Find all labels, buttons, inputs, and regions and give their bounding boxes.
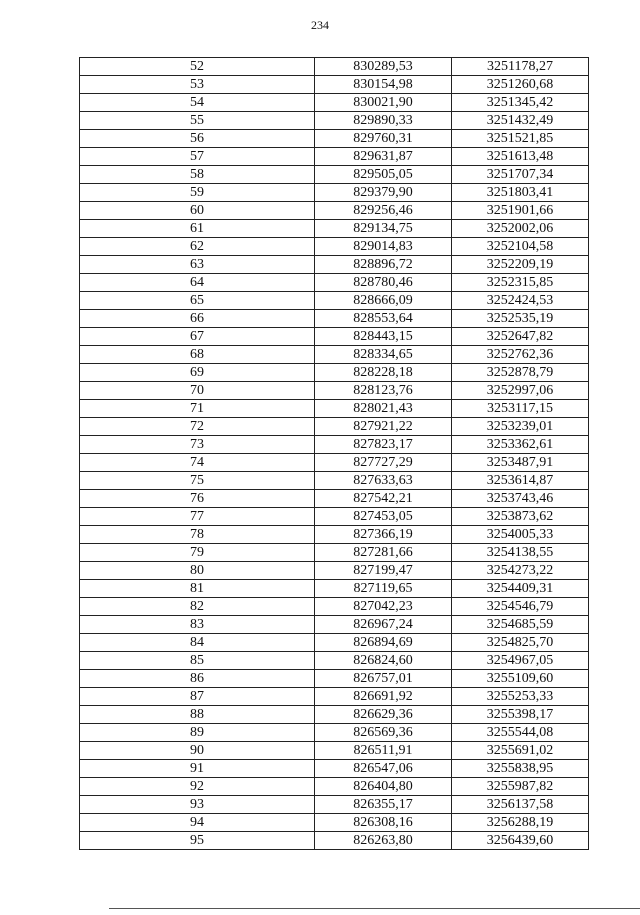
point-number-cell: 70 (80, 382, 315, 400)
point-number-cell: 94 (80, 814, 315, 832)
point-number-cell: 79 (80, 544, 315, 562)
table-row (80, 508, 589, 526)
x-coordinate-cell: 829890,33 (315, 112, 452, 130)
point-number-cell: 66 (80, 310, 315, 328)
x-coordinate-cell: 828896,72 (315, 256, 452, 274)
point-number-cell: 61 (80, 220, 315, 238)
x-coordinate-cell: 829760,31 (315, 130, 452, 148)
table-row (80, 616, 589, 634)
x-coordinate-cell: 826547,06 (315, 760, 452, 778)
table-row (80, 310, 589, 328)
x-coordinate-cell: 827727,29 (315, 454, 452, 472)
point-number-cell: 93 (80, 796, 315, 814)
table-row (80, 202, 589, 220)
point-number-cell: 78 (80, 526, 315, 544)
y-coordinate-cell: 3254825,70 (452, 634, 589, 652)
y-coordinate-cell: 3252315,85 (452, 274, 589, 292)
point-number-cell: 82 (80, 598, 315, 616)
y-coordinate-cell: 3252209,19 (452, 256, 589, 274)
y-coordinate-cell: 3254138,55 (452, 544, 589, 562)
table-row (80, 472, 589, 490)
y-coordinate-cell: 3251901,66 (452, 202, 589, 220)
table-row (80, 742, 589, 760)
table-row (80, 130, 589, 148)
x-coordinate-cell: 830021,90 (315, 94, 452, 112)
point-number-cell: 95 (80, 832, 315, 850)
scan-edge-line (109, 908, 640, 909)
point-number-cell: 80 (80, 562, 315, 580)
x-coordinate-cell: 829505,05 (315, 166, 452, 184)
y-coordinate-cell: 3253614,87 (452, 472, 589, 490)
point-number-cell: 77 (80, 508, 315, 526)
x-coordinate-cell: 826894,69 (315, 634, 452, 652)
x-coordinate-cell: 826757,01 (315, 670, 452, 688)
table-row (80, 634, 589, 652)
y-coordinate-cell: 3254409,31 (452, 580, 589, 598)
x-coordinate-cell: 827366,19 (315, 526, 452, 544)
y-coordinate-cell: 3252104,58 (452, 238, 589, 256)
y-coordinate-cell: 3254685,59 (452, 616, 589, 634)
x-coordinate-cell: 826629,36 (315, 706, 452, 724)
y-coordinate-cell: 3251345,42 (452, 94, 589, 112)
table-row (80, 832, 589, 850)
point-number-cell: 92 (80, 778, 315, 796)
y-coordinate-cell: 3252762,36 (452, 346, 589, 364)
point-number-cell: 81 (80, 580, 315, 598)
point-number-cell: 52 (80, 58, 315, 76)
point-number-cell: 64 (80, 274, 315, 292)
x-coordinate-cell: 827921,22 (315, 418, 452, 436)
point-number-cell: 53 (80, 76, 315, 94)
x-coordinate-cell: 827042,23 (315, 598, 452, 616)
coordinates-table-body (80, 58, 589, 850)
y-coordinate-cell: 3255253,33 (452, 688, 589, 706)
point-number-cell: 74 (80, 454, 315, 472)
x-coordinate-cell: 828123,76 (315, 382, 452, 400)
x-coordinate-cell: 827119,65 (315, 580, 452, 598)
table-row (80, 112, 589, 130)
x-coordinate-cell: 828666,09 (315, 292, 452, 310)
x-coordinate-cell: 828021,43 (315, 400, 452, 418)
x-coordinate-cell: 828334,65 (315, 346, 452, 364)
point-number-cell: 67 (80, 328, 315, 346)
table-row (80, 76, 589, 94)
table-row (80, 760, 589, 778)
x-coordinate-cell: 827823,17 (315, 436, 452, 454)
page-number: 234 (311, 18, 329, 32)
table-row (80, 58, 589, 76)
table-row (80, 328, 589, 346)
point-number-cell: 86 (80, 670, 315, 688)
y-coordinate-cell: 3254546,79 (452, 598, 589, 616)
x-coordinate-cell: 827199,47 (315, 562, 452, 580)
point-number-cell: 85 (80, 652, 315, 670)
x-coordinate-cell: 826511,91 (315, 742, 452, 760)
y-coordinate-cell: 3255691,02 (452, 742, 589, 760)
point-number-cell: 57 (80, 148, 315, 166)
x-coordinate-cell: 826308,16 (315, 814, 452, 832)
x-coordinate-cell: 826355,17 (315, 796, 452, 814)
point-number-cell: 87 (80, 688, 315, 706)
table-row (80, 94, 589, 112)
point-number-cell: 58 (80, 166, 315, 184)
table-row (80, 598, 589, 616)
x-coordinate-cell: 826263,80 (315, 832, 452, 850)
y-coordinate-cell: 3253743,46 (452, 490, 589, 508)
table-row (80, 148, 589, 166)
table-row (80, 490, 589, 508)
y-coordinate-cell: 3253117,15 (452, 400, 589, 418)
x-coordinate-cell: 828443,15 (315, 328, 452, 346)
table-row (80, 526, 589, 544)
table-row (80, 796, 589, 814)
x-coordinate-cell: 826404,80 (315, 778, 452, 796)
x-coordinate-cell: 826691,92 (315, 688, 452, 706)
y-coordinate-cell: 3253362,61 (452, 436, 589, 454)
y-coordinate-cell: 3252878,79 (452, 364, 589, 382)
y-coordinate-cell: 3253487,91 (452, 454, 589, 472)
point-number-cell: 60 (80, 202, 315, 220)
table-row (80, 364, 589, 382)
x-coordinate-cell: 829379,90 (315, 184, 452, 202)
point-number-cell: 73 (80, 436, 315, 454)
table-row (80, 400, 589, 418)
point-number-cell: 84 (80, 634, 315, 652)
point-number-cell: 71 (80, 400, 315, 418)
table-row (80, 166, 589, 184)
y-coordinate-cell: 3253239,01 (452, 418, 589, 436)
point-number-cell: 89 (80, 724, 315, 742)
table-row (80, 220, 589, 238)
y-coordinate-cell: 3255398,17 (452, 706, 589, 724)
table-row (80, 688, 589, 706)
x-coordinate-cell: 826824,60 (315, 652, 452, 670)
coordinates-table (79, 57, 589, 850)
table-row (80, 346, 589, 364)
y-coordinate-cell: 3252535,19 (452, 310, 589, 328)
y-coordinate-cell: 3252002,06 (452, 220, 589, 238)
table-row (80, 670, 589, 688)
x-coordinate-cell: 828553,64 (315, 310, 452, 328)
y-coordinate-cell: 3254967,05 (452, 652, 589, 670)
point-number-cell: 88 (80, 706, 315, 724)
x-coordinate-cell: 829014,83 (315, 238, 452, 256)
table-row (80, 580, 589, 598)
x-coordinate-cell: 828228,18 (315, 364, 452, 382)
y-coordinate-cell: 3252424,53 (452, 292, 589, 310)
point-number-cell: 91 (80, 760, 315, 778)
table-row (80, 382, 589, 400)
x-coordinate-cell: 826569,36 (315, 724, 452, 742)
x-coordinate-cell: 830154,98 (315, 76, 452, 94)
y-coordinate-cell: 3251432,49 (452, 112, 589, 130)
table-row (80, 274, 589, 292)
point-number-cell: 69 (80, 364, 315, 382)
point-number-cell: 76 (80, 490, 315, 508)
y-coordinate-cell: 3255838,95 (452, 760, 589, 778)
y-coordinate-cell: 3256137,58 (452, 796, 589, 814)
y-coordinate-cell: 3256288,19 (452, 814, 589, 832)
y-coordinate-cell: 3251521,85 (452, 130, 589, 148)
x-coordinate-cell: 827633,63 (315, 472, 452, 490)
table-row (80, 436, 589, 454)
table-row (80, 706, 589, 724)
table-row (80, 724, 589, 742)
y-coordinate-cell: 3251803,41 (452, 184, 589, 202)
point-number-cell: 62 (80, 238, 315, 256)
x-coordinate-cell: 826967,24 (315, 616, 452, 634)
x-coordinate-cell: 829134,75 (315, 220, 452, 238)
point-number-cell: 72 (80, 418, 315, 436)
y-coordinate-cell: 3256439,60 (452, 832, 589, 850)
table-row (80, 418, 589, 436)
x-coordinate-cell: 830289,53 (315, 58, 452, 76)
x-coordinate-cell: 827453,05 (315, 508, 452, 526)
point-number-cell: 83 (80, 616, 315, 634)
point-number-cell: 90 (80, 742, 315, 760)
y-coordinate-cell: 3251178,27 (452, 58, 589, 76)
table-row (80, 454, 589, 472)
table-row (80, 184, 589, 202)
point-number-cell: 68 (80, 346, 315, 364)
point-number-cell: 55 (80, 112, 315, 130)
table-row (80, 256, 589, 274)
x-coordinate-cell: 829631,87 (315, 148, 452, 166)
point-number-cell: 65 (80, 292, 315, 310)
x-coordinate-cell: 829256,46 (315, 202, 452, 220)
point-number-cell: 54 (80, 94, 315, 112)
y-coordinate-cell: 3254005,33 (452, 526, 589, 544)
y-coordinate-cell: 3254273,22 (452, 562, 589, 580)
y-coordinate-cell: 3255109,60 (452, 670, 589, 688)
y-coordinate-cell: 3253873,62 (452, 508, 589, 526)
y-coordinate-cell: 3251707,34 (452, 166, 589, 184)
table-row (80, 238, 589, 256)
point-number-cell: 75 (80, 472, 315, 490)
point-number-cell: 59 (80, 184, 315, 202)
y-coordinate-cell: 3252997,06 (452, 382, 589, 400)
table-row (80, 544, 589, 562)
y-coordinate-cell: 3252647,82 (452, 328, 589, 346)
y-coordinate-cell: 3255544,08 (452, 724, 589, 742)
table-row (80, 562, 589, 580)
y-coordinate-cell: 3255987,82 (452, 778, 589, 796)
point-number-cell: 56 (80, 130, 315, 148)
x-coordinate-cell: 827281,66 (315, 544, 452, 562)
x-coordinate-cell: 828780,46 (315, 274, 452, 292)
y-coordinate-cell: 3251613,48 (452, 148, 589, 166)
table-row (80, 652, 589, 670)
y-coordinate-cell: 3251260,68 (452, 76, 589, 94)
x-coordinate-cell: 827542,21 (315, 490, 452, 508)
table-row (80, 778, 589, 796)
table-row (80, 292, 589, 310)
table-row (80, 814, 589, 832)
point-number-cell: 63 (80, 256, 315, 274)
